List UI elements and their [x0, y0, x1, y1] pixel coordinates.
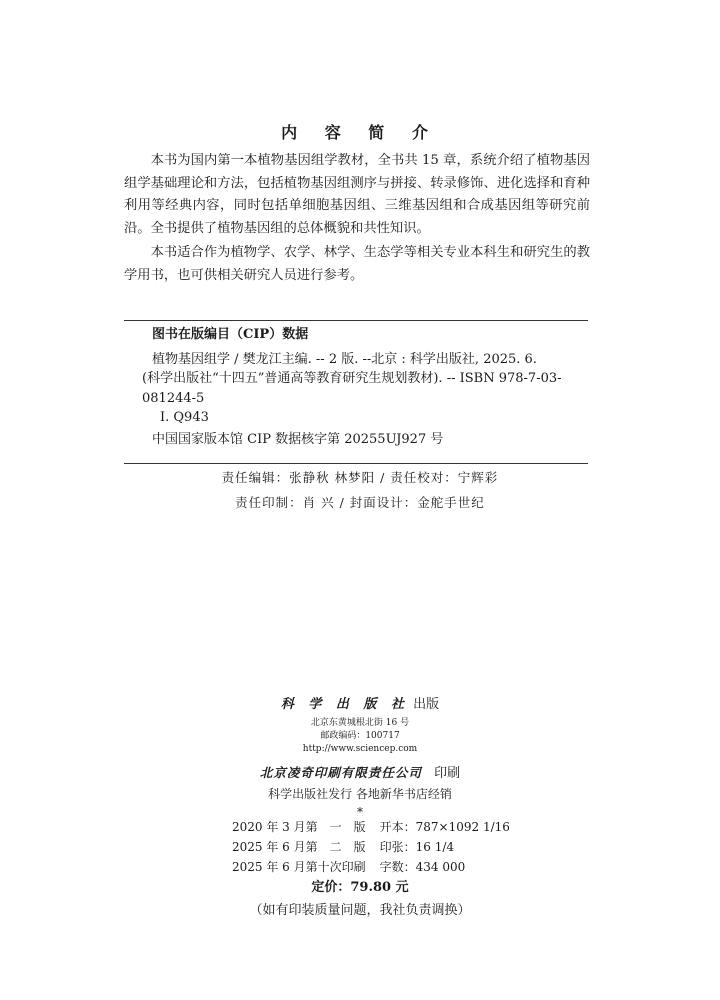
staff-line-2: 责任印制：肖 兴 / 封面设计：金舵手世纪	[235, 495, 485, 510]
intro-paragraph-1: 本书为国内第一本植物基因组学教材，全书共 15 章，系统介绍了植物基因组学基础理论和方法，包括植物基因组测序与拼接、转录修饰、进化选择和育种利用等经典内容，同时包括单细胞基因组、三维基因组和合成基因组等研究前沿。全书提供了植物基因组的总体概貌和共性知识。	[124, 153, 590, 236]
publisher-line	[0, 693, 720, 712]
intro-heading: 内 容 简 介	[281, 123, 439, 142]
cip-top-rule	[124, 320, 588, 321]
spec-edition: 2025 年 6 月第 二 版	[232, 840, 366, 854]
cip-bottom-rule	[124, 463, 588, 464]
cip-line-2: (科学出版社“十四五”普通高等教育研究生规划教材). -- ISBN 978-7-03-	[142, 371, 562, 386]
spec-row	[232, 817, 510, 837]
publisher-address: 北京东黄城根北街 16 号	[310, 718, 410, 728]
spec-row	[232, 837, 510, 857]
cip-title: 图书在版编目（CIP）数据	[152, 327, 309, 342]
spec-detail: 印张：16 1/4	[379, 840, 455, 854]
distribution-line: 科学出版社发行 各地新华书店经销	[268, 787, 452, 801]
cip-line-5: 中国国家版本馆 CIP 数据核字第 20255UJ927 号	[152, 431, 444, 447]
spec-edition: 2020 年 3 月第 一 版	[232, 820, 366, 834]
printer-line	[0, 762, 720, 781]
staff-credits	[0, 467, 720, 513]
publisher-name: 科 学 出 版 社	[280, 697, 409, 712]
cip-line-3: 081244-5	[142, 390, 205, 406]
edition-specs	[232, 817, 510, 877]
quality-notice: （如有印装质量问题，我社负责调换）	[249, 903, 471, 918]
printer-name: 北京凌奇印刷有限责任公司	[259, 765, 422, 780]
spec-detail: 字数：434 000	[379, 860, 466, 874]
publisher-postcode: 邮政编码：100717	[320, 731, 400, 741]
intro-section	[124, 150, 590, 287]
staff-line-1: 责任编辑：张静秋 林梦阳 / 责任校对：宁辉彩	[221, 470, 499, 485]
intro-paragraph-2: 本书适合作为植物学、农学、林学、生态学等相关专业本科生和研究生的教学用书，也可供相关研究人员进行参考。	[124, 245, 590, 283]
cip-line-4: I. Q943	[160, 410, 209, 425]
publisher-block	[0, 693, 720, 821]
printer-suffix: 印刷	[434, 766, 461, 781]
price: 定价：79.80 元	[311, 880, 409, 895]
publisher-suffix: 出版	[413, 697, 440, 712]
cip-line-1: 植物基因组学 / 樊龙江主编. -- 2 版. --北京 : 科学出版社, 2025. 6.	[152, 351, 537, 367]
separator-star: *	[357, 805, 363, 819]
spec-detail: 开本：787×1092 1/16	[379, 820, 510, 834]
cip-block	[144, 325, 590, 449]
publisher-url: http://www.sciencep.com	[302, 744, 418, 754]
spec-edition: 2025 年 6 月第十次印刷	[232, 860, 366, 874]
spec-row	[232, 857, 510, 877]
